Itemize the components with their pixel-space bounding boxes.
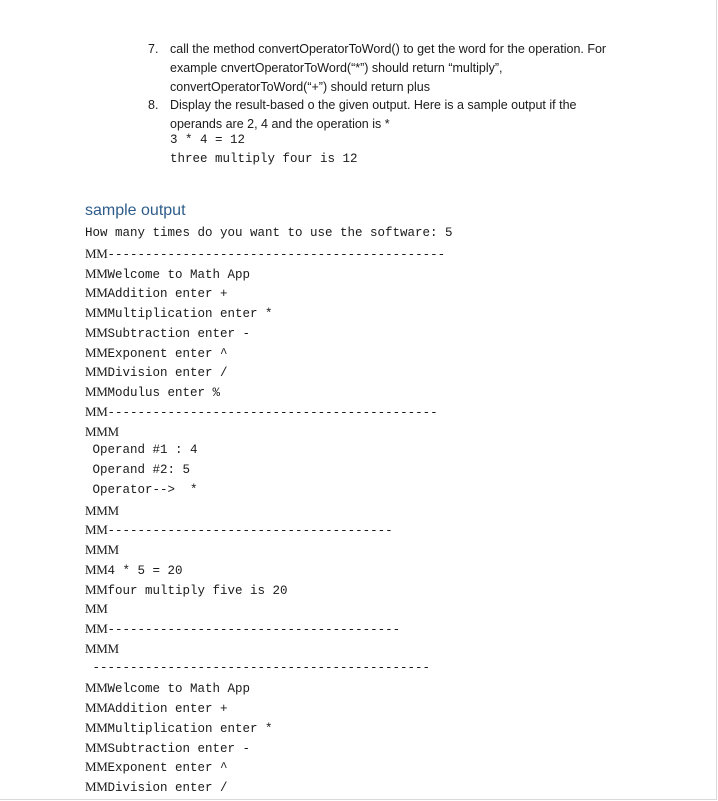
output-line-prefix: MMM	[85, 640, 119, 656]
output-line	[85, 441, 198, 460]
output-line	[85, 540, 119, 561]
output-line-text: Welcome to Math App	[107, 682, 251, 697]
output-line	[85, 461, 190, 480]
output-line-prefix: MM	[85, 324, 108, 340]
instruction-number: 8.	[148, 98, 159, 112]
output-line	[85, 343, 228, 364]
output-line-prefix: MM	[85, 384, 108, 399]
output-line-prefix: MM	[85, 680, 108, 696]
output-line-prefix: MM	[85, 265, 108, 281]
output-line	[85, 599, 108, 620]
output-line-prefix: MM	[85, 245, 108, 261]
output-line-prefix: MM	[85, 700, 108, 715]
instruction-line: Display the result-based o the given output. Here is a sample output if the	[170, 98, 577, 112]
output-line-prefix: MM	[85, 285, 108, 301]
output-line	[85, 382, 220, 403]
output-line	[85, 560, 183, 581]
output-line-prefix: MMM	[85, 502, 119, 518]
output-line	[85, 777, 228, 798]
output-line	[85, 283, 228, 304]
output-line-text: Exponent enter ^	[107, 346, 228, 361]
instruction-line: convertOperatorToWord(“+”) should return plus	[170, 80, 430, 94]
output-line	[85, 481, 198, 500]
output-line-text: --------------------------------------------	[107, 405, 438, 420]
output-line	[85, 659, 430, 678]
example-code-line: three multiply four is 12	[170, 152, 358, 166]
output-line-text: Division enter /	[107, 366, 228, 381]
output-line-text: Exponent enter ^	[107, 761, 228, 776]
output-line-prefix: MM	[85, 779, 108, 794]
example-code-line: 3 * 4 = 12	[170, 133, 246, 147]
output-line	[85, 619, 400, 640]
output-line-text: Multiplication enter *	[107, 721, 273, 736]
output-line-text: Operand #2: 5	[85, 463, 191, 477]
output-line-prefix: MM	[85, 522, 108, 538]
output-line-text: How many times do you want to use the software: 5	[85, 226, 453, 240]
output-line	[85, 738, 250, 759]
output-line-prefix: MM	[85, 621, 108, 636]
output-line-text: Operator--> *	[85, 482, 198, 497]
output-line-text: 4 * 5 = 20	[107, 563, 183, 578]
output-line-text: Division enter /	[107, 781, 228, 795]
output-line-text: Welcome to Math App	[107, 267, 251, 282]
output-line-prefix: MM	[85, 364, 108, 380]
output-line-prefix: MM	[85, 581, 108, 597]
output-line-prefix: MM	[85, 759, 108, 775]
output-line-text: Addition enter +	[107, 287, 228, 302]
sample-output-heading: sample output	[85, 202, 186, 219]
output-line	[85, 362, 228, 383]
output-line-text: Modulus enter %	[107, 386, 221, 400]
output-line-prefix: MM	[85, 305, 108, 320]
output-line	[85, 520, 393, 541]
output-line-prefix: MM	[85, 561, 108, 577]
output-line-text: --------------------------------------	[107, 524, 393, 539]
output-line-prefix: MM	[85, 403, 108, 419]
output-line-text: ---------------------------------------------	[85, 660, 431, 675]
output-line-prefix: MM	[85, 739, 108, 755]
output-line-prefix: MMM	[85, 423, 119, 439]
output-line	[85, 678, 250, 699]
output-line-text: Operand #1 : 4	[85, 443, 198, 458]
output-line	[85, 323, 250, 344]
instruction-number: 7.	[148, 42, 159, 56]
output-line	[85, 718, 273, 739]
output-line	[85, 244, 445, 265]
output-line-text: Multiplication enter *	[107, 307, 273, 321]
output-line-text: Subtraction enter -	[107, 326, 251, 341]
output-line	[85, 224, 453, 243]
output-line-text: Subtraction enter -	[107, 741, 251, 756]
output-line-text: ---------------------------------------------	[107, 247, 446, 262]
output-line-prefix: MMM	[85, 542, 119, 557]
output-line-prefix: MM	[85, 344, 108, 360]
output-line-text: four multiply five is 20	[107, 583, 288, 598]
instruction-line: operands are 2, 4 and the operation is *	[170, 117, 390, 131]
output-line	[85, 402, 438, 423]
output-line-prefix: MM	[85, 601, 108, 617]
output-line	[85, 698, 228, 719]
instruction-line: call the method convertOperatorToWord() to get the word for the operation. For	[170, 42, 607, 56]
output-line-text: ---------------------------------------	[107, 623, 401, 637]
output-line	[85, 303, 273, 324]
output-line	[85, 264, 250, 285]
output-line	[85, 422, 119, 443]
output-line	[85, 501, 119, 522]
output-line	[85, 580, 288, 601]
output-line	[85, 639, 119, 660]
instruction-line: example cnvertOperatorToWord(“*”) should return “multiply”,	[170, 61, 503, 75]
output-line-text: Addition enter +	[107, 702, 228, 716]
output-line-prefix: MM	[85, 719, 108, 735]
output-line	[85, 757, 228, 778]
